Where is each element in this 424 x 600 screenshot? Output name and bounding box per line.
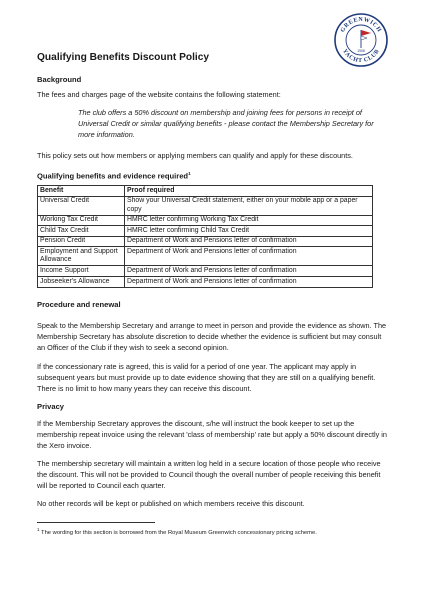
table-row bbox=[38, 276, 373, 287]
policy-purpose: This policy sets out how members or applying members can qualify and apply for these discounts. bbox=[37, 151, 353, 160]
table-row bbox=[38, 226, 373, 237]
table-row bbox=[38, 215, 373, 226]
page-title: Qualifying Benefits Discount Policy bbox=[37, 52, 210, 63]
benefit-cell: Employment and Support Allowance bbox=[38, 247, 125, 266]
benefit-cell: Universal Credit bbox=[38, 196, 125, 215]
privacy-heading: Privacy bbox=[37, 402, 65, 411]
benefit-cell: Child Tax Credit bbox=[38, 226, 125, 237]
footnote-marker: 1 bbox=[188, 171, 191, 176]
proof-cell: Show your Universal Credit statement, either on your mobile app or a paper copy bbox=[125, 196, 373, 215]
table-row bbox=[38, 266, 373, 277]
procedure-paragraph-1: Speak to the Membership Secretary and arrange to meet in person and provide the evidence as shown. The Membership Secretary has absolute discretion to decide whether the evidence is sufficient but may consult an Officer of the Club if they wish to seek a second opinion. bbox=[37, 321, 387, 353]
column-header-proof: Proof required bbox=[125, 186, 373, 197]
background-heading: Background bbox=[37, 75, 82, 84]
club-logo-emblem bbox=[333, 12, 389, 68]
club-logo bbox=[333, 12, 389, 68]
benefit-cell: Income Support bbox=[38, 266, 125, 277]
footnote-divider bbox=[37, 522, 155, 523]
footnote-text: The wording for this section is borrowed from the Royal Museum Greenwich concessionary pricing scheme. bbox=[41, 529, 317, 536]
table-row bbox=[38, 196, 373, 215]
logo-text-bottom: YACHT CLUB bbox=[341, 48, 381, 65]
benefit-cell: Jobseeker's Allowance bbox=[38, 276, 125, 287]
proof-cell: Department of Work and Pensions letter of confirmation bbox=[125, 276, 373, 287]
proof-cell: HMRC letter confirming Working Tax Credit bbox=[125, 215, 373, 226]
privacy-paragraph-2: The membership secretary will maintain a written log held in a secure location of those people who receive the discount. This will not be provided to Council though the overall number of people receiving this benefit will be reported to Council each quarter. bbox=[37, 459, 381, 491]
privacy-paragraph-3: No other records will be kept or published on which members receive this discount. bbox=[37, 499, 305, 508]
column-header-benefit: Benefit bbox=[38, 186, 125, 197]
qualifying-heading bbox=[37, 171, 191, 181]
footnote-number: 1 bbox=[37, 527, 40, 532]
qualifying-heading-text: Qualifying benefits and evidence required bbox=[37, 171, 189, 181]
table-row bbox=[38, 236, 373, 247]
benefit-cell: Working Tax Credit bbox=[38, 215, 125, 226]
logo-text-top: GREENWICH bbox=[339, 16, 383, 34]
proof-cell: Department of Work and Pensions letter of confirmation bbox=[125, 266, 373, 277]
background-intro: The fees and charges page of the website contains the following statement: bbox=[37, 90, 281, 99]
proof-cell: Department of Work and Pensions letter of confirmation bbox=[125, 247, 373, 266]
table-row bbox=[38, 247, 373, 266]
procedure-heading: Procedure and renewal bbox=[37, 300, 121, 309]
benefit-cell: Pension Credit bbox=[38, 236, 125, 247]
procedure-paragraph-2: If the concessionary rate is agreed, this is valid for a period of one year. The applicant may apply in subsequent years but must provide up to date evidence showing that they are still on a qualifying benefit. There is no limit to how many years they can receive this discount. bbox=[37, 362, 376, 394]
proof-cell: HMRC letter confirming Child Tax Credit bbox=[125, 226, 373, 237]
proof-cell: Department of Work and Pensions letter of confirmation bbox=[125, 236, 373, 247]
website-quote: The club offers a 50% discount on membership and joining fees for persons in receipt of Universal Credit or similar qualifying benefits - please contact the Membership Secretary for more information. bbox=[78, 108, 374, 140]
privacy-paragraph-1: If the Membership Secretary approves the discount, s/he will instruct the book keeper to set up the membership repeat invoice using the relevant 'class of membership' rate but apply a 50% discount directly in the Xero invoice. bbox=[37, 419, 387, 451]
footnote bbox=[37, 527, 317, 536]
logo-year: 1908 bbox=[357, 49, 365, 53]
benefits-table bbox=[37, 185, 373, 288]
table-header-row bbox=[38, 186, 373, 197]
